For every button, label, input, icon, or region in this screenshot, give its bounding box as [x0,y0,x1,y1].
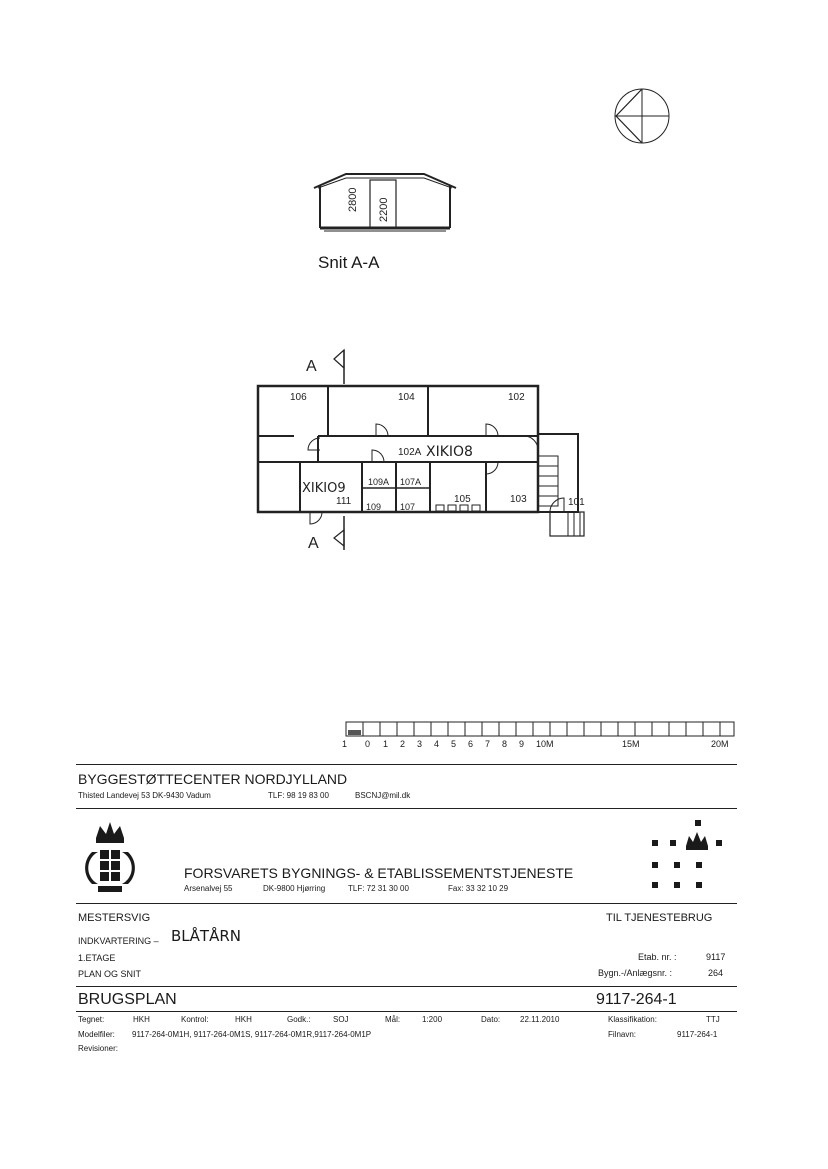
room-102a: 102A [398,447,422,458]
maal-label: Mål: [385,1015,401,1024]
scale-label: 8 [502,739,508,749]
north-arrow-icon [612,86,672,146]
section-drawing [306,168,464,238]
godk-label: Godk.: [287,1015,311,1024]
project-floor: 1.ETAGE [78,953,116,963]
etab-value: 9117 [706,952,726,962]
filnavn-label: Filnavn: [608,1030,637,1039]
floor-plan [250,340,610,570]
agency-phone: TLF: 72 31 30 00 [348,884,409,893]
project-building-handwritten: BLÅTÅRN [171,927,241,945]
scale-label: 2 [400,739,406,749]
room-103: 103 [510,494,527,505]
section-title: Snit A-A [318,253,380,272]
kontrol-value: HKH [235,1015,252,1024]
scale-label: 9 [519,739,525,749]
scale-frame [346,722,734,736]
scale-label: 3 [417,739,423,749]
dato-label: Dato: [481,1015,501,1024]
project-building: INDKVARTERING – [78,936,159,946]
room-111: 111 [336,496,352,507]
room-101: 101 [568,497,585,508]
room-102: 102 [508,392,525,403]
godk-value: SOJ [333,1015,349,1024]
modelfiler-value: 9117-264-0M1H, 9117-264-0M1S, 9117-264-0M1R,9117-264-0M1P [132,1030,372,1039]
handwritten-xikio8: XIKIO8 [426,444,473,460]
etab-label: Etab. nr. : [638,952,677,962]
scale-subdivision [348,730,361,735]
klass-label: Klassifikation: [608,1015,657,1024]
room-109: 109 [366,502,382,512]
section-dim-2: 2200 [378,197,390,222]
scale-label: 6 [468,739,474,749]
tegnet-label: Tegnet: [78,1015,105,1024]
scale-label: 10M [536,739,554,749]
bygn-label: Bygn.-/Anlægsnr. : [598,968,673,978]
room-107a: 107A [400,477,422,487]
room-106: 106 [290,392,307,403]
agency-city: DK-9800 Hjørring [263,884,326,893]
kontrol-label: Kontrol: [181,1015,209,1024]
room-107: 107 [400,502,416,512]
scale-label: 1 [383,739,389,749]
agency-name: FORSVARETS BYGNINGS- & ETABLISSEMENTSTJENESTE [184,865,574,881]
scale-label: 7 [485,739,491,749]
scale-label: 0 [365,739,371,749]
agency-fax: Fax: 33 32 10 29 [448,884,509,893]
dato-value: 22.11.2010 [520,1015,560,1024]
room-104: 104 [398,392,415,403]
klass-value: TTJ [706,1015,720,1024]
revisioner-label: Revisioner: [78,1044,119,1053]
room-109a: 109A [368,477,390,487]
agency-crest-logo [640,816,730,892]
project-usage: TIL TJENESTEBRUG [606,912,713,924]
contractor-name: BYGGESTØTTECENTER NORDJYLLAND [78,771,348,787]
scale-label: 20M [711,739,729,749]
handwritten-xikio9: XIKIO9 [302,481,346,496]
scale-label: 1 [342,739,348,749]
contractor-email: BSCNJ@mil.dk [355,791,411,800]
modelfiler-label: Modelfiler: [78,1030,115,1039]
project-site: MESTERSVIG [78,912,151,924]
maal-value: 1:200 [422,1015,443,1024]
bygn-value: 264 [708,968,724,978]
section-marker-top: A [306,358,317,375]
section-marker-bottom: A [308,535,319,552]
crown-emblem-logo [78,820,142,896]
contractor-phone: TLF: 98 19 83 00 [268,791,329,800]
scale-label: 4 [434,739,440,749]
scale-labels [340,740,740,754]
section-dim-1: 2800 [347,187,359,212]
room-105: 105 [454,494,471,505]
agency-address: Arsenalvej 55 [184,884,233,893]
plan-number: 9117-264-1 [596,991,677,1008]
tegnet-value: HKH [133,1015,150,1024]
plan-title: BRUGSPLAN [78,991,177,1008]
project-type: PLAN OG SNIT [78,969,142,979]
filnavn-value: 9117-264-1 [677,1030,718,1039]
scale-label: 5 [451,739,457,749]
contractor-address: Thisted Landevej 53 DK-9430 Vadum [78,791,211,800]
scale-label: 15M [622,739,640,749]
